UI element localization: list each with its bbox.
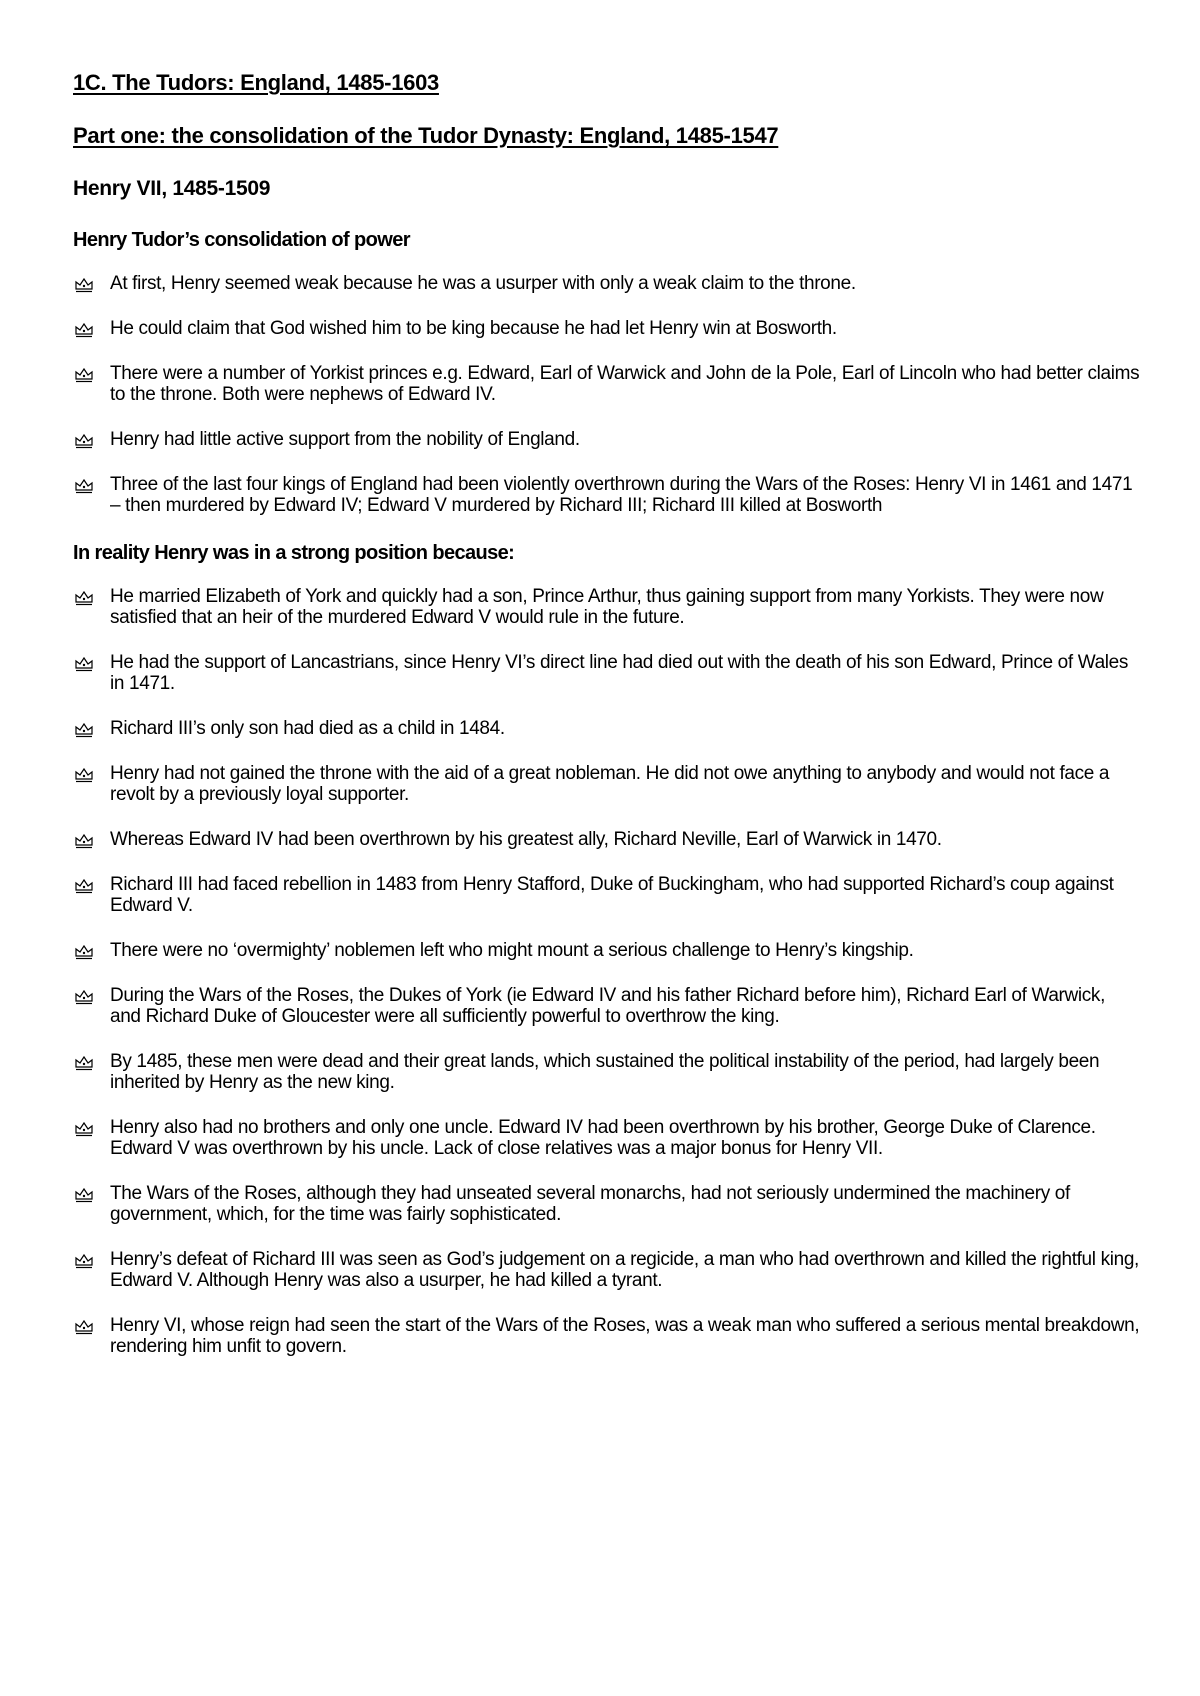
crown-icon (74, 766, 94, 783)
list-item-text: There were a number of Yorkist princes e.g. Edward, Earl of Warwick and John de la Pole, Earl of Lincoln who had better claims to the throne. Both were nephews of Edward IV. (110, 363, 1140, 405)
list-item (73, 829, 1140, 850)
list-item-text: He could claim that God wished him to be king because he had let Henry win at Bosworth. (110, 318, 837, 339)
list-item-text: At first, Henry seemed weak because he was a usurper with only a weak claim to the throne. (110, 273, 856, 294)
list-item (73, 474, 1140, 516)
list-item (73, 363, 1140, 405)
crown-icon (74, 1318, 94, 1335)
section1-list (73, 273, 1140, 516)
section2-list (73, 586, 1140, 1357)
list-item-text: He married Elizabeth of York and quickly had a son, Prince Arthur, thus gaining support from many Yorkists. They were now satisfied that an heir of the murdered Edward V would rule in the future. (110, 586, 1104, 628)
list-item (73, 985, 1140, 1027)
list-item-text: Richard III had faced rebellion in 1483 from Henry Stafford, Duke of Buckingham, who had supported Richard’s coup against Edward V. (110, 874, 1114, 916)
list-item-text: There were no ‘overmighty’ noblemen left who might mount a serious challenge to Henry’s kingship. (110, 940, 914, 961)
list-item (73, 586, 1140, 628)
list-item-text: Three of the last four kings of England had been violently overthrown during the Wars of the Roses: Henry VI in 1461 and 1471 – then murdered by Edward IV; Edward V murdered by Richard III; Richard III killed at Bosworth (110, 474, 1133, 516)
crown-icon (74, 832, 94, 849)
list-item (73, 718, 1140, 739)
list-item (73, 874, 1140, 916)
list-item (73, 1051, 1140, 1093)
list-item-text: Whereas Edward IV had been overthrown by his greatest ally, Richard Neville, Earl of Warwick in 1470. (110, 829, 942, 850)
crown-icon (74, 589, 94, 606)
crown-icon (74, 877, 94, 894)
crown-icon (74, 321, 94, 338)
list-item (73, 1315, 1140, 1357)
crown-icon (74, 1120, 94, 1137)
list-item-text: Henry had not gained the throne with the aid of a great nobleman. He did not owe anything to anybody and would not face a revolt by a previously loyal supporter. (110, 763, 1110, 805)
list-item (73, 940, 1140, 961)
crown-icon (74, 366, 94, 383)
section1-heading: Henry Tudor’s consolidation of power (73, 229, 410, 251)
list-item-text: Henry’s defeat of Richard III was seen as God’s judgement on a regicide, a man who had overthrown and killed the rightful king, Edward V. Although Henry was also a usurper, he had killed a tyrant. (110, 1249, 1139, 1291)
crown-icon (74, 988, 94, 1005)
document-title: 1C. The Tudors: England, 1485-1603 (73, 70, 439, 95)
list-item (73, 1183, 1140, 1225)
crown-icon (74, 721, 94, 738)
list-item-text: Henry also had no brothers and only one uncle. Edward IV had been overthrown by his brother, George Duke of Clarence. Edward V was overthrown by his uncle. Lack of close relatives was a major bonus for Henry VII. (110, 1117, 1096, 1159)
list-item (73, 652, 1140, 694)
crown-icon (74, 1186, 94, 1203)
reign-heading: Henry VII, 1485-1509 (73, 177, 271, 200)
crown-icon (74, 655, 94, 672)
crown-icon (74, 1054, 94, 1071)
part-title: Part one: the consolidation of the Tudor Dynasty: England, 1485-1547 (73, 123, 779, 148)
list-item-text: During the Wars of the Roses, the Dukes of York (ie Edward IV and his father Richard before him), Richard Earl of Warwick, and Richard Duke of Gloucester were all sufficiently powerful to overthrow the king. (110, 985, 1105, 1027)
list-item-text: Richard III’s only son had died as a child in 1484. (110, 718, 505, 739)
crown-icon (74, 276, 94, 293)
list-item (73, 763, 1140, 805)
crown-icon (74, 1252, 94, 1269)
list-item-text: Henry had little active support from the nobility of England. (110, 429, 580, 450)
section2-heading: In reality Henry was in a strong position because: (73, 542, 515, 564)
list-item-text: The Wars of the Roses, although they had unseated several monarchs, had not seriously undermined the machinery of government, which, for the time was fairly sophisticated. (110, 1183, 1070, 1225)
list-item-text: He had the support of Lancastrians, since Henry VI’s direct line had died out with the death of his son Edward, Prince of Wales in 1471. (110, 652, 1129, 694)
list-item-text: Henry VI, whose reign had seen the start of the Wars of the Roses, was a weak man who suffered a serious mental breakdown, rendering him unfit to govern. (110, 1315, 1140, 1357)
crown-icon (74, 943, 94, 960)
crown-icon (74, 432, 94, 449)
list-item (73, 273, 1140, 294)
list-item (73, 1249, 1140, 1291)
list-item (73, 318, 1140, 339)
list-item (73, 429, 1140, 450)
list-item-text: By 1485, these men were dead and their great lands, which sustained the political instability of the period, had largely been inherited by Henry as the new king. (110, 1051, 1100, 1093)
list-item (73, 1117, 1140, 1159)
crown-icon (74, 477, 94, 494)
